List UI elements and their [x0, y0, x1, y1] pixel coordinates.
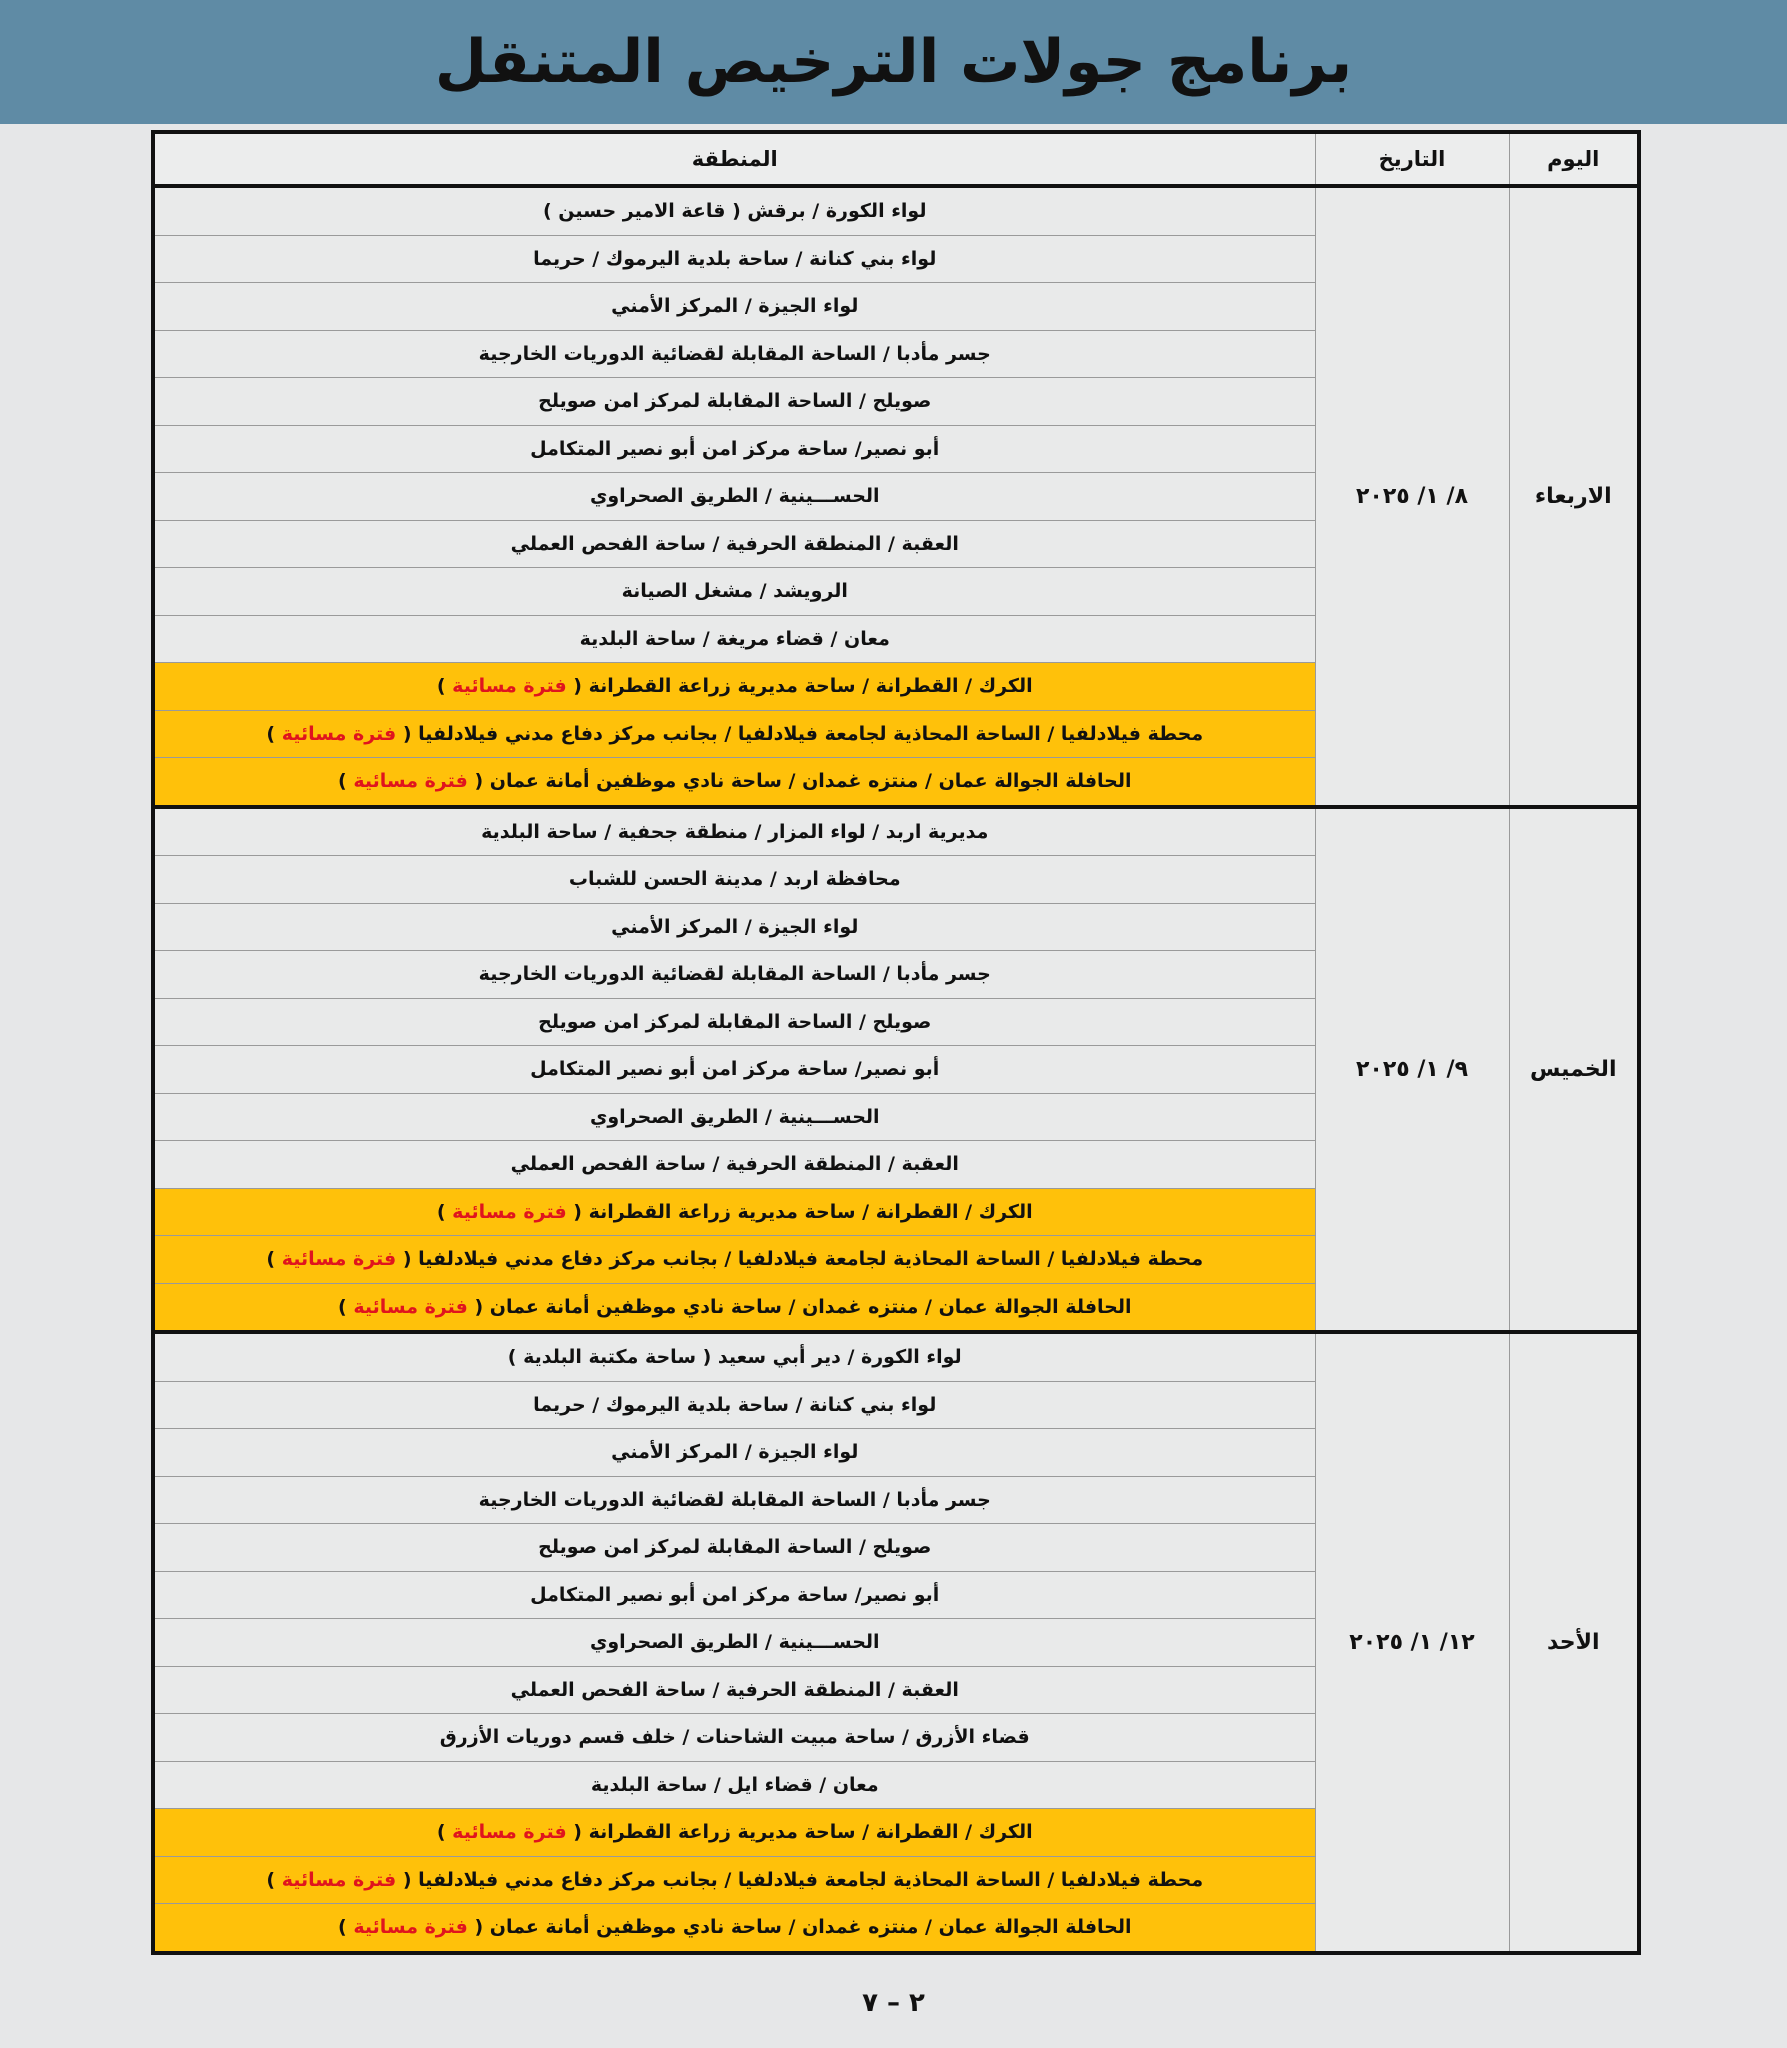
area-text-close: ): [436, 1200, 453, 1223]
area-text: صويلح / الساحة المقابلة لمركز امن صويلح: [538, 1010, 932, 1033]
area-text: العقبة / المنطقة الحرفية / ساحة الفحص العملي: [510, 1678, 959, 1701]
area-cell: [153, 951, 1315, 999]
area-cell: [153, 998, 1315, 1046]
area-cell: [153, 186, 1315, 235]
area-text: أبو نصير/ ساحة مركز امن أبو نصير المتكامل: [530, 437, 940, 460]
area-cell: [153, 1332, 1315, 1381]
area-cell: [153, 1093, 1315, 1141]
area-cell: [153, 1714, 1315, 1762]
page-title: برنامج جولات الترخيص المتنقل: [434, 27, 1353, 97]
day-group: [153, 186, 1639, 807]
area-cell: [153, 758, 1315, 807]
evening-tag: فترة مسائية: [281, 1868, 397, 1891]
area-text: لواء الكورة / دير أبي سعيد ( ساحة مكتبة البلدية ): [507, 1346, 962, 1369]
area-cell: [153, 1809, 1315, 1857]
area-text: الحســـينية / الطريق الصحراوي: [589, 1631, 880, 1654]
area-cell: [153, 1188, 1315, 1236]
area-text: صويلح / الساحة المقابلة لمركز امن صويلح: [538, 1536, 932, 1559]
area-text: محطة فيلادلفيا / الساحة المحاذية لجامعة فيلادلفيا / بجانب مركز دفاع مدني فيلادلفيا (: [402, 1248, 1204, 1271]
area-cell: [153, 330, 1315, 378]
area-cell: [153, 1283, 1315, 1332]
area-text: الكرك / القطرانة / ساحة مديرية زراعة القطرانة (: [573, 675, 1033, 698]
evening-tag: فترة مسائية: [353, 1295, 468, 1318]
area-text: محطة فيلادلفيا / الساحة المحاذية لجامعة فيلادلفيا / بجانب مركز دفاع مدني فيلادلفيا (: [402, 1868, 1204, 1891]
area-cell: [153, 283, 1315, 331]
area-text-close: ): [266, 1248, 282, 1271]
area-text-close: ): [436, 1821, 453, 1844]
area-cell: [153, 1429, 1315, 1477]
area-cell: [153, 710, 1315, 758]
area-text: قضاء الأزرق / ساحة مبيت الشاحنات / خلف قسم دوريات الأزرق: [439, 1726, 1030, 1749]
area-cell: [153, 615, 1315, 663]
date-cell: ١٢/ ١/ ٢٠٢٥: [1315, 1332, 1509, 1953]
date-cell: ٨/ ١/ ٢٠٢٥: [1315, 186, 1509, 807]
area-text: العقبة / المنطقة الحرفية / ساحة الفحص العملي: [510, 1153, 959, 1176]
area-text: لواء الجيزة / المركز الأمني: [611, 915, 859, 938]
area-cell: [153, 807, 1315, 856]
area-cell: [153, 425, 1315, 473]
area-cell: [153, 1666, 1315, 1714]
area-text: معان / قضاء مريغة / ساحة البلدية: [579, 627, 890, 650]
area-text: محطة فيلادلفيا / الساحة المحاذية لجامعة فيلادلفيا / بجانب مركز دفاع مدني فيلادلفيا (: [402, 722, 1204, 745]
evening-tag: فترة مسائية: [353, 770, 468, 793]
area-text-close: ): [338, 1295, 354, 1318]
area-text: العقبة / المنطقة الحرفية / ساحة الفحص العملي: [510, 532, 959, 555]
area-cell: [153, 1761, 1315, 1809]
area-text: الكرك / القطرانة / ساحة مديرية زراعة القطرانة (: [573, 1200, 1033, 1223]
area-text: لواء بني كنانة / ساحة بلدية اليرموك / حريما: [533, 247, 937, 270]
area-cell: [153, 1904, 1315, 1953]
area-text: صويلح / الساحة المقابلة لمركز امن صويلح: [538, 390, 932, 413]
schedule-row: [153, 1332, 1639, 1381]
evening-tag: فترة مسائية: [281, 1248, 397, 1271]
area-text: الكرك / القطرانة / ساحة مديرية زراعة القطرانة (: [573, 1821, 1033, 1844]
area-cell: [153, 1381, 1315, 1429]
evening-tag: فترة مسائية: [353, 1916, 468, 1939]
schedule-row: [153, 186, 1639, 235]
area-text: لواء بني كنانة / ساحة بلدية اليرموك / حريما: [533, 1393, 937, 1416]
area-text: جسر مأدبا / الساحة المقابلة لقضائية الدوريات الخارجية: [478, 342, 991, 365]
evening-tag: فترة مسائية: [452, 675, 567, 698]
area-text: لواء الجيزة / المركز الأمني: [611, 1441, 859, 1464]
area-cell: [153, 378, 1315, 426]
area-cell: [153, 1619, 1315, 1667]
area-cell: [153, 520, 1315, 568]
area-text-close: ): [338, 1916, 354, 1939]
area-text: الحافلة الجوالة عمان / منتزه غمدان / ساحة نادي موظفين أمانة عمان (: [474, 1916, 1132, 1939]
area-cell: [153, 856, 1315, 904]
area-cell: [153, 1476, 1315, 1524]
area-text: الحســـينية / الطريق الصحراوي: [589, 1105, 880, 1128]
day-group: [153, 1332, 1639, 1953]
day-cell: الأحد: [1509, 1332, 1639, 1953]
area-text-close: ): [266, 1868, 282, 1891]
area-cell: [153, 235, 1315, 283]
header-day: اليوم: [1509, 132, 1639, 186]
header-row: [153, 132, 1639, 186]
evening-tag: فترة مسائية: [452, 1821, 567, 1844]
area-cell: [153, 1856, 1315, 1904]
title-banner: [0, 0, 1787, 124]
area-text: لواء الكورة / برقش ( قاعة الامير حسين ): [543, 200, 927, 223]
area-text: جسر مأدبا / الساحة المقابلة لقضائية الدوريات الخارجية: [478, 1488, 991, 1511]
area-text: الحافلة الجوالة عمان / منتزه غمدان / ساحة نادي موظفين أمانة عمان (: [474, 770, 1132, 793]
area-cell: [153, 1236, 1315, 1284]
schedule-table: [151, 130, 1641, 1955]
area-cell: [153, 1524, 1315, 1572]
area-cell: [153, 473, 1315, 521]
day-cell: الاربعاء: [1509, 186, 1639, 807]
area-text-close: ): [338, 770, 354, 793]
date-cell: ٩/ ١/ ٢٠٢٥: [1315, 807, 1509, 1333]
area-text: الحســـينية / الطريق الصحراوي: [589, 485, 880, 508]
evening-tag: فترة مسائية: [281, 722, 397, 745]
evening-tag: فترة مسائية: [452, 1200, 567, 1223]
area-cell: [153, 568, 1315, 616]
area-text: مديرية اربد / لواء المزار / منطقة جحفية / ساحة البلدية: [481, 820, 989, 843]
area-cell: [153, 903, 1315, 951]
area-text: محافظة اربد / مدينة الحسن للشباب: [568, 868, 901, 891]
area-text-close: ): [266, 722, 282, 745]
area-text: معان / قضاء ايل / ساحة البلدية: [590, 1773, 879, 1796]
area-text: أبو نصير/ ساحة مركز امن أبو نصير المتكامل: [530, 1058, 940, 1081]
area-text: لواء الجيزة / المركز الأمني: [611, 295, 859, 318]
area-cell: [153, 1141, 1315, 1189]
area-cell: [153, 1046, 1315, 1094]
page-number: ٢ – ٧: [862, 1988, 925, 2018]
header-area: المنطقة: [153, 132, 1315, 186]
schedule-row: [153, 807, 1639, 856]
day-group: [153, 807, 1639, 1333]
area-cell: [153, 663, 1315, 711]
area-text: الرويشد / مشغل الصيانة: [621, 580, 848, 603]
area-text: أبو نصير/ ساحة مركز امن أبو نصير المتكامل: [530, 1583, 940, 1606]
area-text: جسر مأدبا / الساحة المقابلة لقضائية الدوريات الخارجية: [478, 963, 991, 986]
area-cell: [153, 1571, 1315, 1619]
header-date: التاريخ: [1315, 132, 1509, 186]
area-text: الحافلة الجوالة عمان / منتزه غمدان / ساحة نادي موظفين أمانة عمان (: [474, 1295, 1132, 1318]
area-text-close: ): [436, 675, 453, 698]
day-cell: الخميس: [1509, 807, 1639, 1333]
